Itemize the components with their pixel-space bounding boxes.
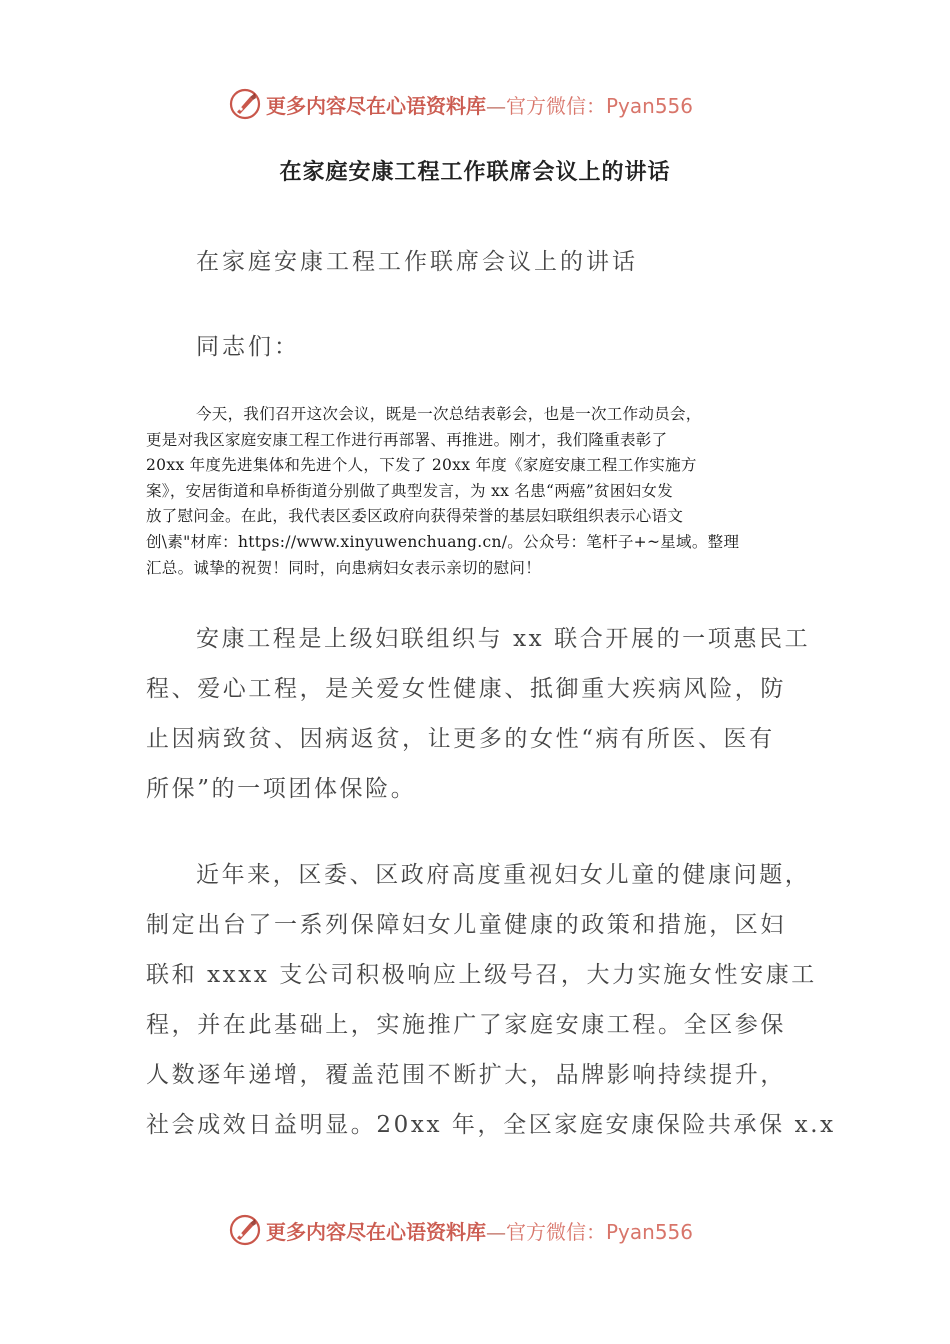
paragraph-line: 程，并在此基础上，实施推广了家庭安康工程。全区参保 bbox=[146, 1012, 786, 1038]
paragraph-line: 人数逐年递增，覆盖范围不断扩大，品牌影响持续提升， bbox=[146, 1062, 786, 1088]
paragraph-line: 案》，安居街道和阜桥街道分别做了典型发言，为 xx 名患“两癌”贫困妇女发 bbox=[146, 481, 674, 500]
watermark-text: 更多内容尽在心语资料库—官方微信：Pyan556 bbox=[266, 1219, 694, 1244]
intro-paragraph bbox=[146, 402, 806, 581]
paragraph-line: 放了慰问金。在此，我代表区委区政府向获得荣誉的基层妇联组织表示心语文 bbox=[146, 507, 684, 526]
header-watermark bbox=[228, 86, 693, 122]
paragraph-line: 止因病致贫、因病返贫，让更多的女性“病有所医、医有 bbox=[146, 726, 775, 752]
watermark-text: 更多内容尽在心语资料库—官方微信：Pyan556 bbox=[266, 93, 694, 118]
body-paragraph-1 bbox=[146, 614, 816, 814]
pen-nib-circle-icon bbox=[228, 87, 262, 121]
paragraph-line: 社会成效日益明显。20xx 年，全区家庭安康保险共承保 x.x bbox=[146, 1112, 836, 1138]
paragraph-line: 安康工程是上级妇联组织与 xx 联合开展的一项惠民工 bbox=[196, 626, 811, 652]
greeting: 同志们： bbox=[196, 334, 300, 360]
paragraph-line: 今天，我们召开这次会议，既是一次总结表彰会，也是一次工作动员会， bbox=[196, 405, 702, 423]
paragraph-line: 汇总。诚挚的祝贺！同时，向患病妇女表示亲切的慰问！ bbox=[146, 558, 542, 577]
paragraph-line: 制定出台了一系列保障妇女儿童健康的政策和措施，区妇 bbox=[146, 912, 786, 938]
footer-watermark bbox=[228, 1212, 693, 1248]
paragraph-line: 20xx 年度先进集体和先进个人，下发了 20xx 年度《家庭安康工程工作实施方 bbox=[146, 456, 697, 475]
paragraph-line: 程、爱心工程，是关爱女性健康、抵御重大疾病风险，防 bbox=[146, 676, 786, 702]
document-subtitle: 在家庭安康工程工作联席会议上的讲话 bbox=[196, 249, 638, 275]
paragraph-line: 更是对我区家庭安康工程工作进行再部署、再推进。刚才，我们隆重表彰了 bbox=[146, 430, 668, 449]
document-title: 在家庭安康工程工作联席会议上的讲话 bbox=[279, 159, 671, 185]
paragraph-line: 联和 xxxx 支公司积极响应上级号召，大力实施女性安康工 bbox=[146, 962, 817, 988]
pen-nib-circle-icon bbox=[228, 1213, 262, 1247]
paragraph-line: 所保”的一项团体保险。 bbox=[146, 776, 417, 802]
paragraph-line: 创\素"材库：https://www.xinyuwenchuang.cn/。公众号：笔杆子+~星域。整理 bbox=[146, 532, 740, 551]
body-paragraph-2 bbox=[146, 850, 836, 1150]
paragraph-line: 近年来，区委、区政府高度重视妇女儿童的健康问题， bbox=[196, 862, 811, 888]
